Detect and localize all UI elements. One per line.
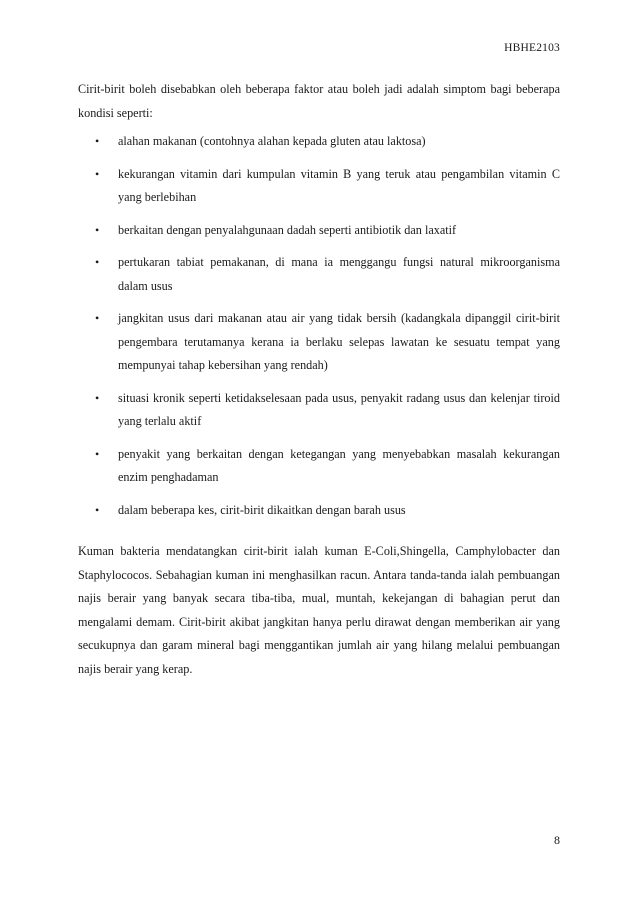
list-item-text: jangkitan usus dari makanan atau air yang tidak bersih (kadangkala dipanggil cirit-birit pengembara terutamanya kerana ia berlaku selepas lawatan ke sesuatu tempat yang mempunyai tahap kebersihan yang rendah) xyxy=(118,311,560,372)
bullet-icon: • xyxy=(95,166,100,181)
list-item-text: berkaitan dengan penyalahgunaan dadah seperti antibiotik dan laxatif xyxy=(118,222,457,237)
bullet-icon: • xyxy=(95,446,100,461)
page-header-course-code: HBHE2103 xyxy=(504,42,560,54)
list-item xyxy=(78,219,560,243)
document-body xyxy=(78,78,560,681)
list-item xyxy=(78,387,560,434)
bullet-icon: • xyxy=(95,502,100,517)
list-item-text: pertukaran tabiat pemakanan, di mana ia menggangu fungsi natural mikroorganisma dalam usus xyxy=(118,255,560,293)
bullet-icon: • xyxy=(95,134,100,148)
bacteria-paragraph: Kuman bakteria mendatangkan cirit-birit ialah kuman E-Coli,Shingella, Camphylobacter dan Staphylococos. Sebahagian kuman ini menghasilkan racun. Antara tanda-tanda ialah pembuangan najis berair yang banyak secara tiba-tiba, mual, muntah, kekejangan di bahagian perut dan mengalami demam. Cirit-birit akibat jangkitan hanya perlu dirawat dengan memberikan air yang secukupnya dan garam mineral bagi menggantikan jumlah air yang hilang melalui pembuangan najis berair yang kerap. xyxy=(78,544,560,676)
intro-paragraph: Cirit-birit boleh disebabkan oleh beberapa faktor atau boleh jadi adalah simptom bagi beberapa kondisi seperti: xyxy=(78,82,560,120)
list-item-text: penyakit yang berkaitan dengan ketegangan yang menyebabkan masalah kekurangan enzim penghadaman xyxy=(118,446,560,484)
bullet-icon: • xyxy=(95,390,100,405)
bullet-icon: • xyxy=(95,222,100,237)
list-item-text: alahan makanan (contohnya alahan kepada gluten atau laktosa) xyxy=(118,134,426,148)
list-item xyxy=(78,251,560,298)
list-item xyxy=(78,443,560,490)
bullet-icon: • xyxy=(95,255,100,269)
list-item-text: kekurangan vitamin dari kumpulan vitamin B yang teruk atau pengambilan vitamin C yang berlebihan xyxy=(118,166,560,204)
list-item xyxy=(78,130,560,154)
list-item xyxy=(78,307,560,378)
page-number: 8 xyxy=(554,833,560,847)
list-item xyxy=(78,499,560,523)
list-item xyxy=(78,163,560,210)
cause-list xyxy=(78,130,560,522)
list-item-text: dalam beberapa kes, cirit-birit dikaitkan dengan barah usus xyxy=(118,502,406,517)
bullet-icon: • xyxy=(95,311,100,325)
list-item-text: situasi kronik seperti ketidakselesaan pada usus, penyakit radang usus dan kelenjar tiroid yang terlalu aktif xyxy=(118,390,560,428)
